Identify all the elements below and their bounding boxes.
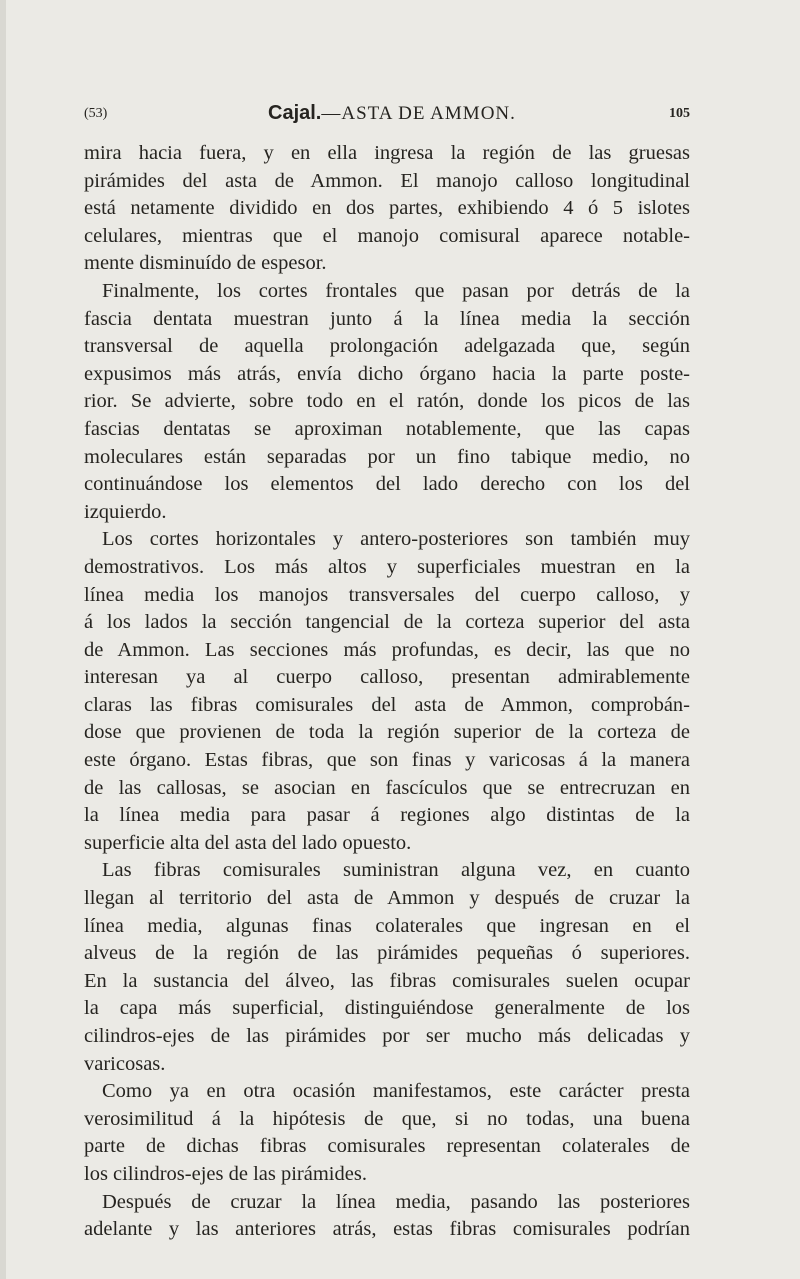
text-line: línea media, algunas finas colaterales que ingresan en el xyxy=(84,914,690,937)
running-head xyxy=(268,100,516,125)
text-line: expusimos más atrás, envía dicho órgano hacia la parte poste- xyxy=(84,362,690,385)
page-number: 105 xyxy=(669,106,690,121)
text-line: interesan ya al cuerpo calloso, presentan admirablemente xyxy=(84,666,690,689)
text-line: rior. Se advierte, sobre todo en el ratón, donde los picos de las xyxy=(84,390,690,413)
text-line: pirámides del asta de Ammon. El manojo calloso longitudinal xyxy=(84,169,690,192)
text-line: fascias dentatas se aproximan notablemente, que las capas xyxy=(84,417,690,440)
text-line: cilindros-ejes de las pirámides por ser mucho más delicadas y xyxy=(84,1025,690,1047)
text-line: izquierdo. xyxy=(84,500,167,523)
paragraph xyxy=(84,140,690,278)
text-line: En la sustancia del álveo, las fibras comisurales suelen ocupar xyxy=(84,969,690,992)
text-line: la capa más superficial, distinguiéndose generalmente de los xyxy=(84,997,690,1020)
text-line: Después de cruzar la línea media, pasando las posteriores xyxy=(102,1190,690,1213)
text-line: fascia dentata muestran junto á la línea media la sección xyxy=(84,307,690,330)
page-reference: (53) xyxy=(84,106,108,121)
page-header xyxy=(84,100,690,130)
text-line: Los cortes horizontales y antero-posteriores son también muy xyxy=(102,528,690,551)
paragraph xyxy=(84,1189,690,1244)
text-line: celulares, mientras que el manojo comisural aparece notable- xyxy=(84,224,690,247)
text-line: á los lados la sección tangencial de la corteza superior del asta xyxy=(84,611,690,634)
text-line: de las callosas, se asocian en fascículos que se entrecruzan en xyxy=(84,776,690,799)
text-line: dose que provienen de toda la región superior de la corteza de xyxy=(84,721,690,744)
page-edge xyxy=(0,0,6,1279)
paragraph xyxy=(84,526,690,857)
text-line: claras las fibras comisurales del asta de Ammon, comprobán- xyxy=(84,693,690,716)
text-line: mente disminuído de espesor. xyxy=(84,252,327,275)
text-line: continuándose los elementos del lado derecho con los del xyxy=(84,473,690,496)
text-line: Como ya en otra ocasión manifestamos, este carácter presta xyxy=(102,1080,690,1103)
text-line: moleculares están separadas por un fino tabique medio, no xyxy=(84,445,690,468)
text-line: varicosas. xyxy=(84,1052,166,1075)
text-line: de Ammon. Las secciones más profundas, es decir, las que no xyxy=(84,638,690,661)
running-head-title: —ASTA DE AMMON. xyxy=(321,103,516,124)
paragraph xyxy=(84,1078,690,1188)
text-line: superficie alta del asta del lado opuesto. xyxy=(84,831,412,854)
paragraph xyxy=(84,278,690,526)
text-line: transversal de aquella prolongación adelgazada que, según xyxy=(84,335,690,358)
text-line: parte de dichas fibras comisurales representan colaterales de xyxy=(84,1135,690,1158)
text-line: demostrativos. Los más altos y superficiales muestran en la xyxy=(84,555,690,578)
text-line: Las fibras comisurales suministran alguna vez, en cuanto xyxy=(102,859,690,882)
text-line: adelante y las anteriores atrás, estas fibras comisurales podrían xyxy=(84,1218,690,1241)
text-line: Finalmente, los cortes frontales que pasan por detrás de la xyxy=(102,279,690,302)
text-line: está netamente dividido en dos partes, exhibiendo 4 ó 5 islotes xyxy=(84,197,690,220)
text-line: verosimilitud á la hipótesis de que, si no todas, una buena xyxy=(84,1107,690,1130)
text-line: alveus de la región de las pirámides pequeñas ó superiores. xyxy=(84,942,690,965)
text-line: mira hacia fuera, y en ella ingresa la región de las gruesas xyxy=(84,142,690,164)
text-line: línea media los manojos transversales del cuerpo calloso, y xyxy=(84,583,690,606)
running-head-author: Cajal. xyxy=(268,102,322,124)
text-line: este órgano. Estas fibras, que son finas y varicosas á la manera xyxy=(84,749,690,772)
paragraph xyxy=(84,857,690,1078)
body-text xyxy=(84,140,690,1244)
text-line: llegan al territorio del asta de Ammon y después de cruzar la xyxy=(84,887,690,910)
text-line: los cilindros-ejes de las pirámides. xyxy=(84,1162,367,1185)
text-line: la línea media para pasar á regiones algo distintas de la xyxy=(84,804,690,827)
